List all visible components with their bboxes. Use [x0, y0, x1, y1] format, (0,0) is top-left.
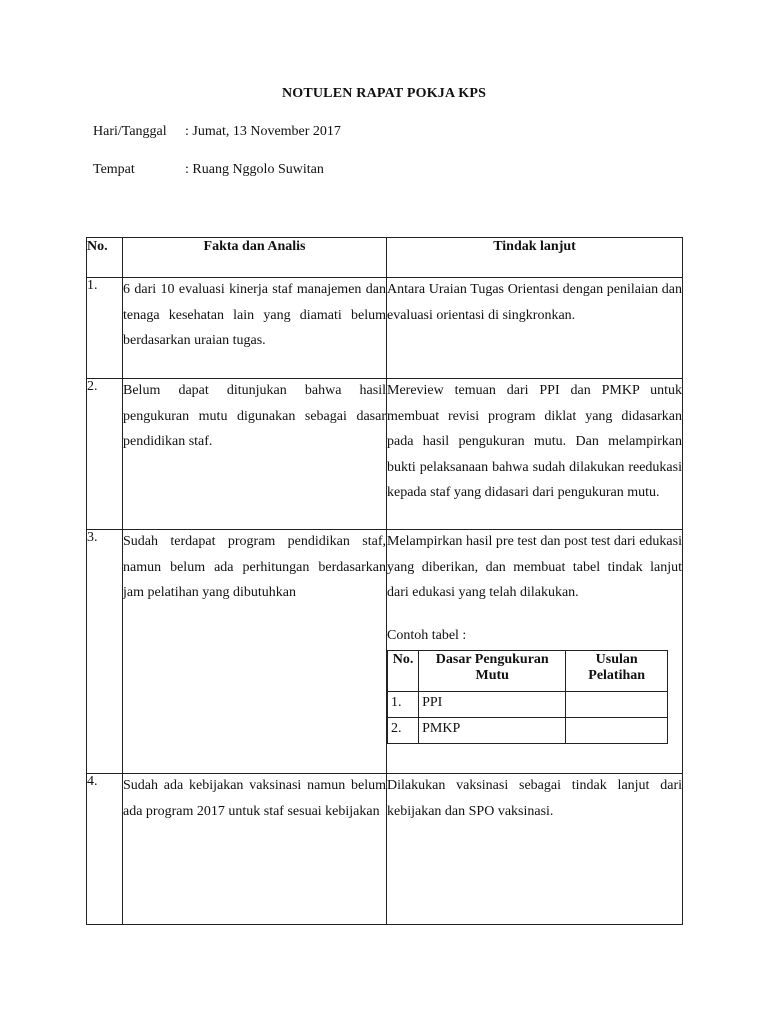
date-label: Hari/Tanggal [93, 124, 167, 139]
fakta-text: Sudah ada kebijakan vaksinasi namun belum ada program 2017 untuk staf sesuai kebijakan [123, 778, 386, 819]
place-row [93, 162, 324, 178]
tindak-text: Melampirkan hasil pre test dan post test dari edukasi yang diberikan, dan membuat tabel tindak lanjut dari edukasi yang telah dilakukan. [387, 534, 682, 600]
example-cell-dasar: PPI [419, 691, 566, 717]
example-cell-usulan [566, 717, 668, 743]
row-number: 3. [87, 530, 123, 774]
row-tindak [387, 278, 683, 379]
minutes-table [86, 237, 683, 925]
table-row [87, 379, 683, 530]
date-value: : Jumat, 13 November 2017 [185, 124, 341, 139]
example-table [387, 650, 668, 744]
example-header-dasar: Dasar Pengukuran Mutu [419, 650, 566, 691]
example-cell-usulan [566, 691, 668, 717]
row-fakta [123, 278, 387, 379]
example-header-no: No. [388, 650, 419, 691]
fakta-text: Sudah terdapat program pendidikan staf, namun belum ada perhitungan berdasarkan jam pelatihan yang dibutuhkan [123, 534, 386, 600]
example-cell-no: 2. [388, 717, 419, 743]
example-row [388, 717, 668, 743]
table-row [87, 530, 683, 774]
place-value: : Ruang Nggolo Suwitan [185, 162, 324, 177]
row-fakta [123, 530, 387, 774]
place-label: Tempat [93, 162, 135, 177]
tindak-text: Antara Uraian Tugas Orientasi dengan penilaian dan evaluasi orientasi di singkronkan. [387, 282, 682, 323]
example-cell-no: 1. [388, 691, 419, 717]
header-tindak: Tindak lanjut [387, 238, 683, 278]
spacer [387, 606, 682, 626]
example-table-label: Contoh tabel : [387, 627, 467, 643]
date-row [93, 124, 341, 140]
row-number: 2. [87, 379, 123, 530]
table-header-row [87, 238, 683, 278]
example-header-row [388, 650, 668, 691]
fakta-text: 6 dari 10 evaluasi kinerja staf manajemen dan tenaga kesehatan lain yang diamati belum berdasarkan uraian tugas. [123, 282, 386, 348]
example-cell-dasar: PMKP [419, 717, 566, 743]
row-tindak [387, 379, 683, 530]
header-fakta: Fakta dan Analis [123, 238, 387, 278]
tindak-text: Dilakukan vaksinasi sebagai tindak lanjut dari kebijakan dan SPO vaksinasi. [387, 778, 682, 819]
row-number: 4. [87, 774, 123, 925]
fakta-text: Belum dapat ditunjukan bahwa hasil pengukuran mutu digunakan sebagai dasar pendidikan staf. [123, 383, 386, 449]
header-no: No. [87, 238, 123, 278]
table-row [87, 774, 683, 925]
example-row [388, 691, 668, 717]
row-tindak [387, 774, 683, 925]
table-row [87, 278, 683, 379]
document-title: NOTULEN RAPAT POKJA KPS [281, 86, 487, 101]
row-number: 1. [87, 278, 123, 379]
tindak-text: Mereview temuan dari PPI dan PMKP untuk membuat revisi program diklat yang didasarkan pada hasil pengukuran mutu. Dan melampirkan bukti pelaksanaan bahwa sudah dilakukan reedukasi kepada staf yang didasari dari pengukuran mutu. [387, 383, 682, 500]
row-fakta [123, 774, 387, 925]
row-fakta [123, 379, 387, 530]
row-tindak [387, 530, 683, 774]
example-header-usulan: Usulan Pelatihan [566, 650, 668, 691]
